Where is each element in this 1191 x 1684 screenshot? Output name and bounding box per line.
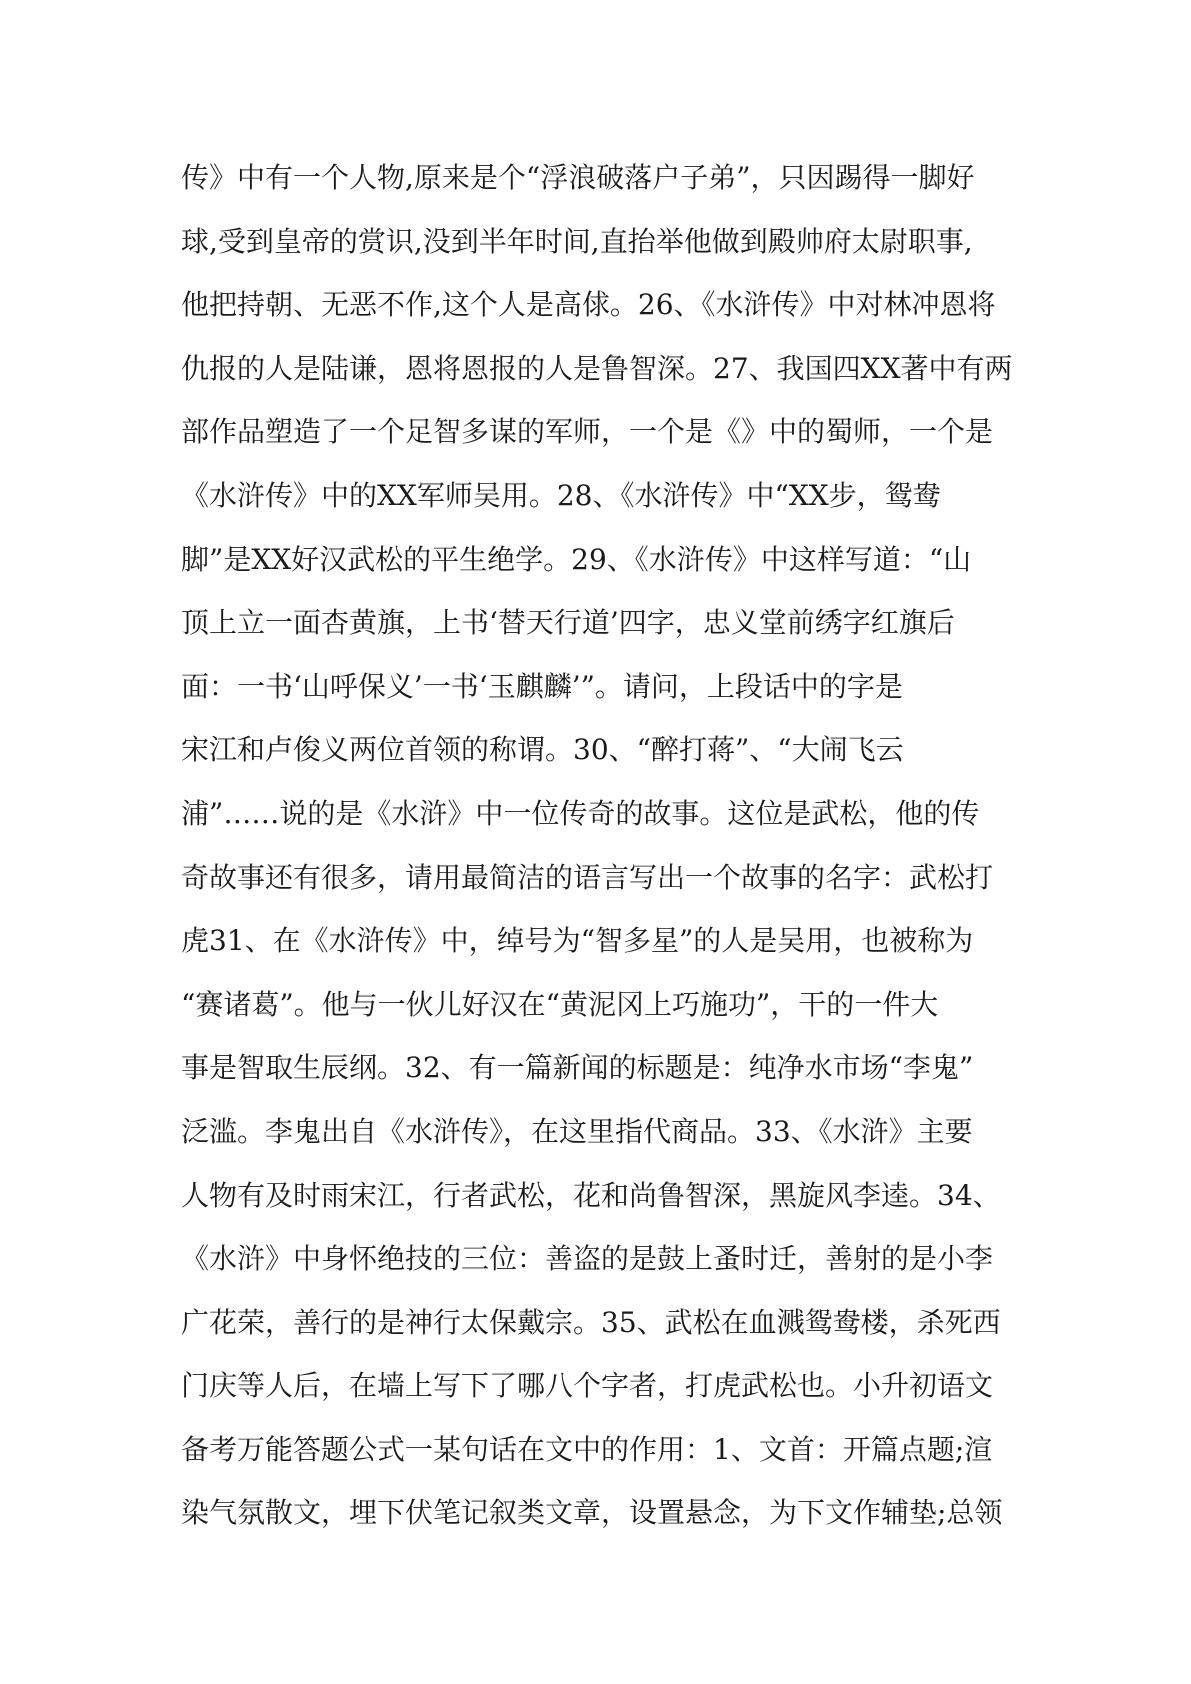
text-line: 球,受到皇帝的赏识,没到半年时间,直抬举他做到殿帅府太尉职事, <box>181 224 973 258</box>
text-line: 《水浒》中身怀绝技的三位：善盗的是鼓上蚤时迁，善射的是小李 <box>181 1242 994 1276</box>
text-line: 虎31、在《水浒传》中，绰号为“智多星”的人是吴用，也被称为 <box>181 924 974 958</box>
text-line: 泛滥。李鬼出自《水浒传》，在这里指代商品。33、《水浒》主要 <box>181 1114 973 1148</box>
text-line: 脚”是XX好汉武松的平生绝学。29、《水浒传》中这样写道：“山 <box>181 542 972 576</box>
text-line: 仇报的人是陆谦，恩将恩报的人是鲁智深。27、我国四XX著中有两 <box>181 351 1013 385</box>
text-line: “赛诸葛”。他与一伙儿好汉在“黄泥冈上巧施功”，干的一件大 <box>181 987 939 1021</box>
text-line: 他把持朝、无恶不作,这个人是高俅。26、《水浒传》中对林冲恩将 <box>181 288 996 322</box>
text-line: 顶上立一面杏黄旗，上书‘替天行道’四字，忠义堂前绣字红旗后 <box>181 606 955 640</box>
text-line: 人物有及时雨宋江，行者武松，花和尚鲁智深，黑旋风李逵。34、 <box>181 1178 1001 1212</box>
text-line: 浦”……说的是《水浒》中一位传奇的故事。这位是武松，他的传 <box>181 796 980 830</box>
text-line: 事是智取生辰纲。32、有一篇新闻的标题是：纯净水市场“李鬼” <box>181 1051 974 1085</box>
text-line: 传》中有一个人物,原来是个“浮浪破落户子弟”，只因踢得一脚好 <box>181 161 975 194</box>
text-line: 部作品塑造了一个足智多谋的军师，一个是《》中的蜀师，一个是 <box>181 415 994 449</box>
text-line: 门庆等人后，在墙上写下了哪八个字者，打虎武松也。小升初语文 <box>181 1369 994 1403</box>
text-line: 奇故事还有很多，请用最简洁的语言写出一个故事的名字：武松打 <box>181 860 994 894</box>
text-line: 备考万能答题公式一某句话在文中的作用：1、文首：开篇点题;渲 <box>181 1432 993 1466</box>
text-line: 染气氛散文，埋下伏笔记叙类文章，设置悬念，为下文作辅垫;总领 <box>181 1496 1003 1530</box>
text-line: 《水浒传》中的XX军师吴用。28、《水浒传》中“XX步，鸳鸯 <box>181 478 941 512</box>
text-line: 广花荣，善行的是神行太保戴宗。35、武松在血溅鸳鸯楼，杀死西 <box>181 1305 1001 1339</box>
body-text <box>181 146 1021 1545</box>
text-line: 面：一书‘山呼保义’一书‘玉麒麟’”。请问，上段话中的字是 <box>181 669 903 703</box>
text-line: 宋江和卢俊义两位首领的称谓。30、“醉打蒋”、“大闹飞云 <box>181 733 904 767</box>
